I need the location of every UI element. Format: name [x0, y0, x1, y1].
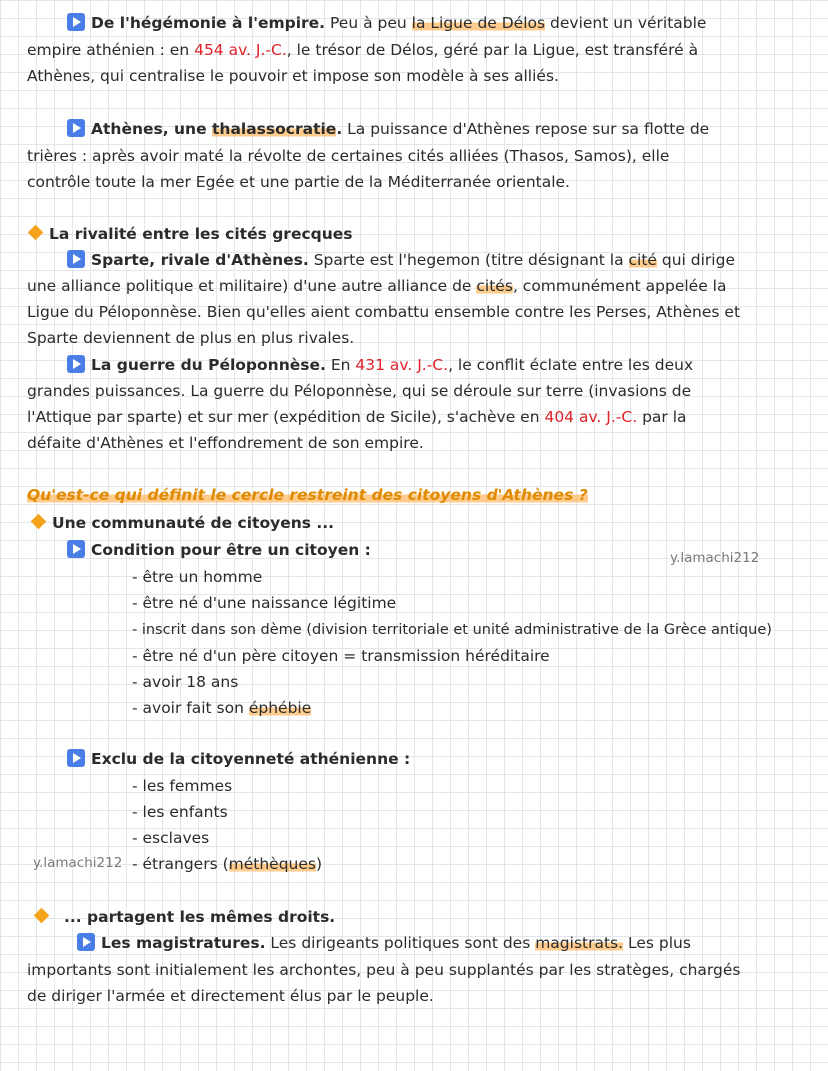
para-magistratures-line2: importants sont initialement les archontes, peu à peu supplantés par les stratèges, chargés: [27, 961, 741, 979]
exclu-item: - les enfants: [132, 803, 228, 821]
play-icon: [67, 119, 85, 137]
para-thalasso-line3: contrôle toute la mer Egée et une partie de la Méditerranée orientale.: [27, 173, 570, 191]
exclu-item: - les femmes: [132, 777, 233, 795]
question-heading: Qu'est-ce qui définit le cercle restreint des citoyens d'Athènes ?: [27, 486, 588, 504]
diamond-bullet-icon: [28, 225, 44, 241]
para-sparte-line2: une alliance politique et militaire) d'une autre alliance de cités, communément appelée la: [27, 277, 727, 295]
diamond-bullet-icon: [34, 908, 50, 924]
play-icon: [77, 933, 95, 951]
para-hegemonie-line1: De l'hégémonie à l'empire. Peu à peu la Ligue de Délos devient un véritable: [67, 12, 706, 34]
condition-title: Condition pour être un citoyen :: [67, 539, 371, 561]
para-thalasso-line2: trières : après avoir maté la révolte de certaines cités alliées (Thasos, Samos), elle: [27, 147, 670, 165]
condition-item: - être né d'un père citoyen = transmission héréditaire: [132, 647, 550, 665]
para-guerre-line1: La guerre du Péloponnèse. En 431 av. J.-C., le conflit éclate entre les deux: [67, 354, 693, 376]
para-hegemonie-line2: empire athénien : en 454 av. J.-C., le trésor de Délos, géré par la Ligue, est transféré à: [27, 41, 699, 59]
para-sparte-line1: Sparte, rivale d'Athènes. Sparte est l'hegemon (titre désignant la cité qui dirige: [67, 249, 735, 271]
watermark: y.lamachi212: [670, 550, 760, 566]
play-icon: [67, 749, 85, 767]
para-thalasso-line1: Athènes, une thalassocratie. La puissance d'Athènes repose sur sa flotte de: [67, 118, 709, 140]
para-sparte-line4: Sparte deviennent de plus en plus rivales.: [27, 329, 355, 347]
heading-rivalite: La rivalité entre les cités grecques: [30, 223, 353, 245]
diamond-bullet-icon: [31, 514, 47, 530]
para-sparte-line3: Ligue du Péloponnèse. Bien qu'elles aient combattu ensemble contre les Perses, Athènes et: [27, 303, 741, 321]
para-magistratures-line1: Les magistratures. Les dirigeants politiques sont des magistrats. Les plus: [77, 932, 691, 954]
condition-item: - inscrit dans son dème (division territoriale et unité administrative de la Grèce antique): [132, 622, 772, 638]
exclu-item: - étrangers (méthèques): [132, 855, 323, 873]
condition-item: - avoir fait son éphébie: [132, 699, 312, 717]
play-icon: [67, 250, 85, 268]
heading-communaute: Une communauté de citoyens ...: [33, 512, 334, 534]
para-hegemonie-line3: Athènes, qui centralise le pouvoir et impose son modèle à ses alliés.: [27, 67, 559, 85]
condition-item: - être un homme: [132, 568, 263, 586]
heading-droits: ... partagent les mêmes droits.: [36, 906, 335, 928]
para-guerre-line4: défaite d'Athènes et l'effondrement de son empire.: [27, 434, 424, 452]
condition-item: - être né d'une naissance légitime: [132, 594, 397, 612]
exclu-item: - esclaves: [132, 829, 210, 847]
exclu-title: Exclu de la citoyenneté athénienne :: [67, 748, 410, 770]
para-guerre-line3: l'Attique par sparte) et sur mer (expédition de Sicile), s'achève en 404 av. J.-C. par la: [27, 408, 687, 426]
play-icon: [67, 355, 85, 373]
watermark: y.lamachi212: [33, 855, 123, 871]
play-icon: [67, 13, 85, 31]
para-guerre-line2: grandes puissances. La guerre du Péloponnèse, qui se déroule sur terre (invasions de: [27, 382, 692, 400]
play-icon: [67, 540, 85, 558]
para-magistratures-line3: de diriger l'armée et directement élus par le peuple.: [27, 987, 434, 1005]
condition-item: - avoir 18 ans: [132, 673, 239, 691]
